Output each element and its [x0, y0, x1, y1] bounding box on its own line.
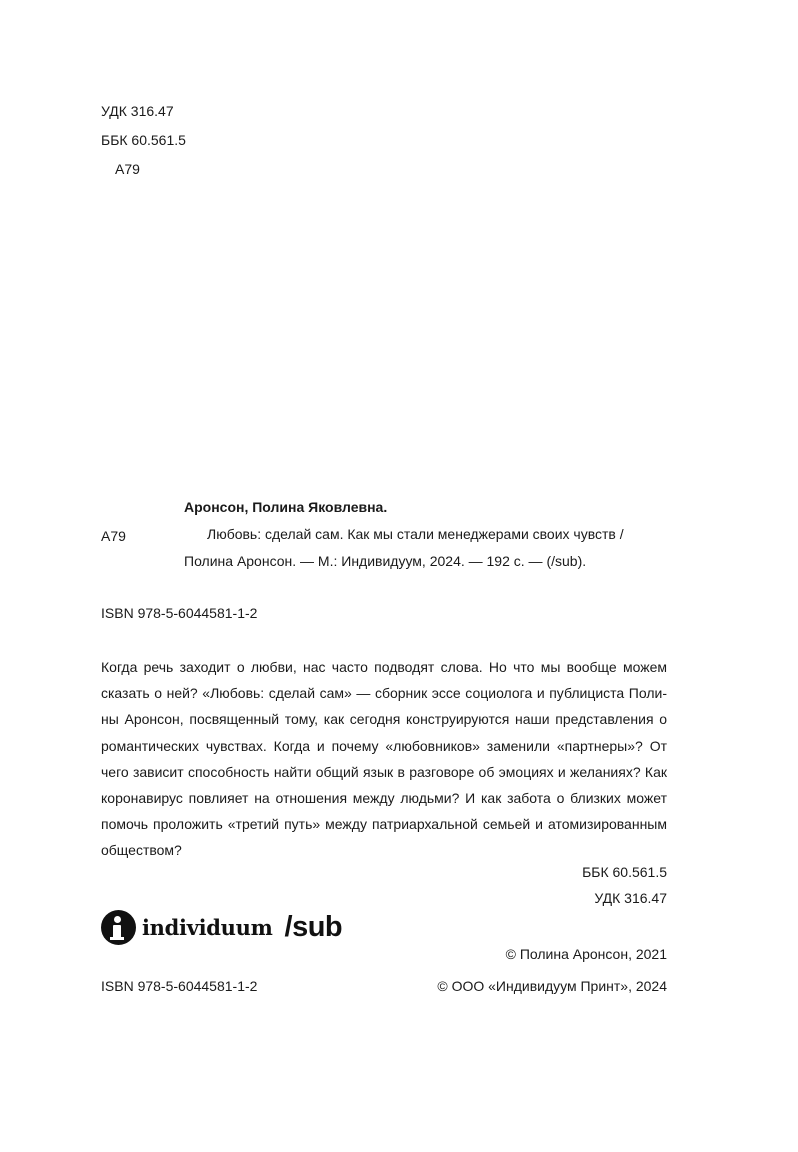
isbn-bottom: ISBN 978-5-6044581-1-2 — [101, 978, 258, 994]
bibliographic-title-line-2: Полина Аронсон. — М.: Индивидуум, 2024. — 192 с. — (/sub). — [184, 553, 587, 569]
bbk-code-bottom: ББК 60.561.5 — [582, 864, 667, 880]
udk-code-bottom: УДК 316.47 — [594, 890, 667, 906]
author-sign-top: А79 — [115, 161, 140, 177]
publisher-logo — [101, 909, 342, 945]
author-sign: А79 — [101, 528, 126, 544]
copyright-author: © Полина Аронсон, 2021 — [505, 946, 667, 962]
individuum-i-icon — [101, 910, 136, 945]
logo-wordmark: individuum — [142, 914, 273, 940]
annotation-paragraph: Когда речь заходит о любви, нас часто подводят слова. Но что мы вообще можем сказать о ней? «Любовь: сделай сам» — сборник эссе социолога и публициста Полины Аронсон, посвященный тому, как сегодня конструируются наши представления о романтических чувствах. Когда и почему «любовников» заменили «партнеры»? От чего зависит способность найти общий язык в разговоре об эмоциях и желаниях? Как коронавирус повлияет на отношения между людьми? И как забота о близких может помочь проложить «третий путь» между патриархальной семьей и атомизированным обществом? — [101, 659, 667, 859]
logo-imprint: /sub — [284, 910, 343, 943]
author-heading: Аронсон, Полина Яковлевна. — [184, 499, 388, 515]
udk-code-top: УДК 316.47 — [101, 103, 174, 119]
bibliographic-title-line-1: Любовь: сделай сам. Как мы стали менеджерами своих чувств / — [207, 526, 624, 542]
copyright-publisher: © ООО «Индивидуум Принт», 2024 — [437, 978, 667, 994]
bbk-code-top: ББК 60.561.5 — [101, 132, 186, 148]
isbn-line: ISBN 978-5-6044581-1-2 — [101, 605, 258, 621]
